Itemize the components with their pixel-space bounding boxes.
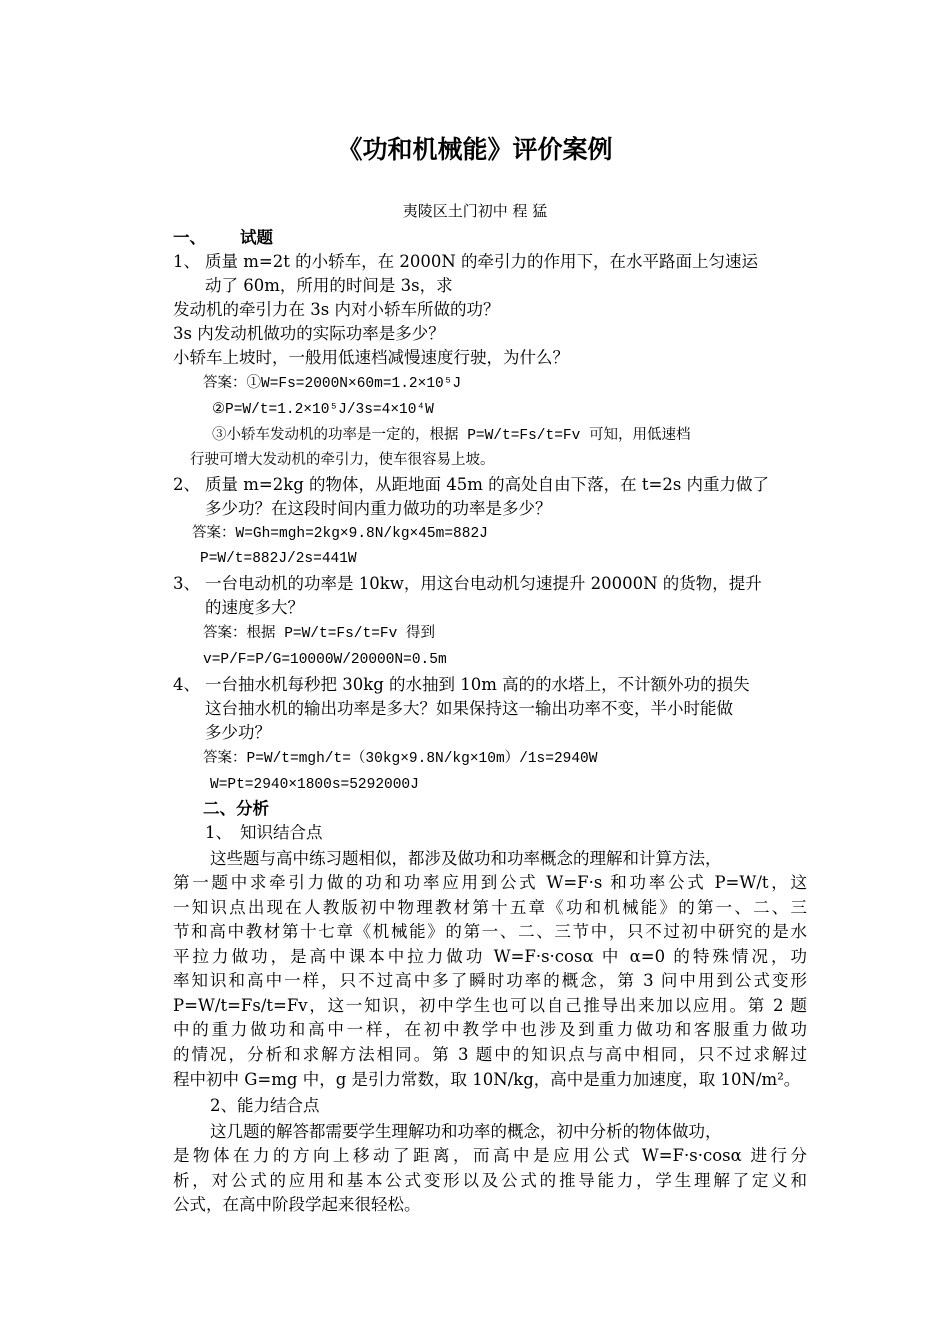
analysis-paragraph-line: 第一题中求牵引力做的功和功率应用到公式 W=F·s 和功率公式 P=W/t，这 xyxy=(173,873,807,892)
section2-sub1-heading: 知识结合点 xyxy=(240,823,323,842)
ability-paragraph-line: 析，对公式的应用和基本公式变形以及公式的推导能力，学生理解了定义和 xyxy=(173,1171,807,1190)
analysis-paragraph-line: 这些题与高中练习题相似，都涉及做功和功率概念的理解和计算方法， xyxy=(210,849,722,868)
q1-number: 1、 xyxy=(173,252,200,271)
q1-answer: ②P=W/t=1.2×10⁵J/3s=4×10⁴W xyxy=(212,402,434,418)
q4-text: 一台抽水机每秒把 30kg 的水抽到 10m 高的的水塔上，不计额外功的损失 xyxy=(205,675,750,694)
author-line: 夷陵区土门初中 程 猛 xyxy=(402,202,548,220)
q4-text: 多少功？ xyxy=(205,723,271,742)
document-title: 《功和机械能》评价案例 xyxy=(337,135,613,164)
q4-number: 4、 xyxy=(173,675,200,694)
analysis-paragraph-line: 的情况，分析和求解方法相同。第 3 题中的知识点与高中相同，只不过求解过 xyxy=(173,1045,807,1064)
q1-subquestion: 发动机的牵引力在 3s 内对小轿车所做的功？ xyxy=(173,300,500,319)
section2-heading: 二、分析 xyxy=(203,799,269,818)
q1-answer: 行驶可增大发动机的牵引力，使车很容易上坡。 xyxy=(190,453,495,469)
analysis-paragraph-line: 一知识点出现在人教版初中物理教材第十五章《功和机械能》的第一、二、三 xyxy=(173,898,807,917)
q3-text: 一台电动机的功率是 10kw，用这台电动机匀速提升 20000N 的货物，提升 xyxy=(205,574,762,593)
analysis-paragraph-line: P=W/t=Fs/t=Fv，这一知识，初中学生也可以自己推导出来加以应用。第 2 题 xyxy=(173,996,807,1015)
q4-text: 这台抽水机的输出功率是多大？如果保持这一输出功率不变，半小时能做 xyxy=(205,699,733,718)
q1-text: 质量 m=2t 的小轿车，在 2000N 的牵引力的作用下，在水平路面上匀速运 xyxy=(205,252,759,271)
q4-answer: 答案：P=W/t=mgh/t=（30kg×9.8N/kg×10m）/1s=2940W xyxy=(203,751,598,767)
ability-paragraph-line: 是物体在力的方向上移动了距离，而高中是应用公式 W=F·s·cosα 进行分 xyxy=(173,1146,807,1165)
q2-number: 2、 xyxy=(173,475,200,494)
analysis-paragraph-line: 率知识和高中一样，只不过高中多了瞬时功率的概念，第 3 问中用到公式变形 xyxy=(173,971,807,990)
q3-answer: v=P/F=P/G=10000W/20000N=0.5m xyxy=(203,652,447,668)
q3-answer: 答案：根据 P=W/t=Fs/t=Fv 得到 xyxy=(203,626,436,642)
section2-sub1-number: 1、 xyxy=(205,823,232,842)
q2-answer: P=W/t=882J/2s=441W xyxy=(200,551,357,567)
q2-text: 质量 m=2kg 的物体，从距地面 45m 的高处自由下落，在 t=2s 内重力做了 xyxy=(205,475,770,494)
analysis-paragraph-line: 平拉力做功，是高中课本中拉力做功 W=F·s·cosα 中 α=0 的特殊情况，功 xyxy=(173,947,807,966)
analysis-paragraph-line: 中的重力做功和高中一样，在初中教学中也涉及到重力做功和客服重力做功 xyxy=(173,1020,807,1039)
q1-answer: 答案：①W=Fs=2000N×60m=1.2×10⁵J xyxy=(203,376,462,392)
q3-number: 3、 xyxy=(173,574,200,593)
analysis-paragraph-line: 节和高中教材第十七章《机械能》的第一、二、三节中，只不过初中研究的是水 xyxy=(173,922,807,941)
section1-number: 一、 xyxy=(173,228,206,247)
ability-paragraph-line: 公式，在高中阶段学起来很轻松。 xyxy=(173,1195,421,1214)
section1-heading: 试题 xyxy=(240,228,273,247)
q2-text: 多少功？在这段时间内重力做功的功率是多少？ xyxy=(205,499,552,518)
analysis-paragraph-line: 程中初中 G=mg 中，g 是引力常数，取 10N/kg，高中是重力加速度，取 10N/m²。 xyxy=(173,1070,801,1089)
ability-paragraph-line: 这几题的解答都需要学生理解功和功率的概念，初中分析的物体做功， xyxy=(210,1122,722,1141)
q1-subquestion: 小轿车上坡时，一般用低速档减慢速度行驶，为什么？ xyxy=(173,348,569,367)
q1-subquestion: 3s 内发动机做功的实际功率是多少？ xyxy=(173,324,445,343)
section2-sub2-heading: 2、能力结合点 xyxy=(210,1096,320,1115)
q2-answer: 答案：W=Gh=mgh=2kg×9.8N/kg×45m=882J xyxy=(192,526,488,542)
q1-text: 动了 60m，所用的时间是 3s，求 xyxy=(205,276,453,295)
q1-answer: ③小轿车发动机的功率是一定的，根据 P=W/t=Fs/t=Fv 可知，用低速档 xyxy=(212,428,691,444)
q4-answer: W=Pt=2940×1800s=5292000J xyxy=(210,777,419,793)
q3-text: 的速度多大？ xyxy=(205,598,304,617)
